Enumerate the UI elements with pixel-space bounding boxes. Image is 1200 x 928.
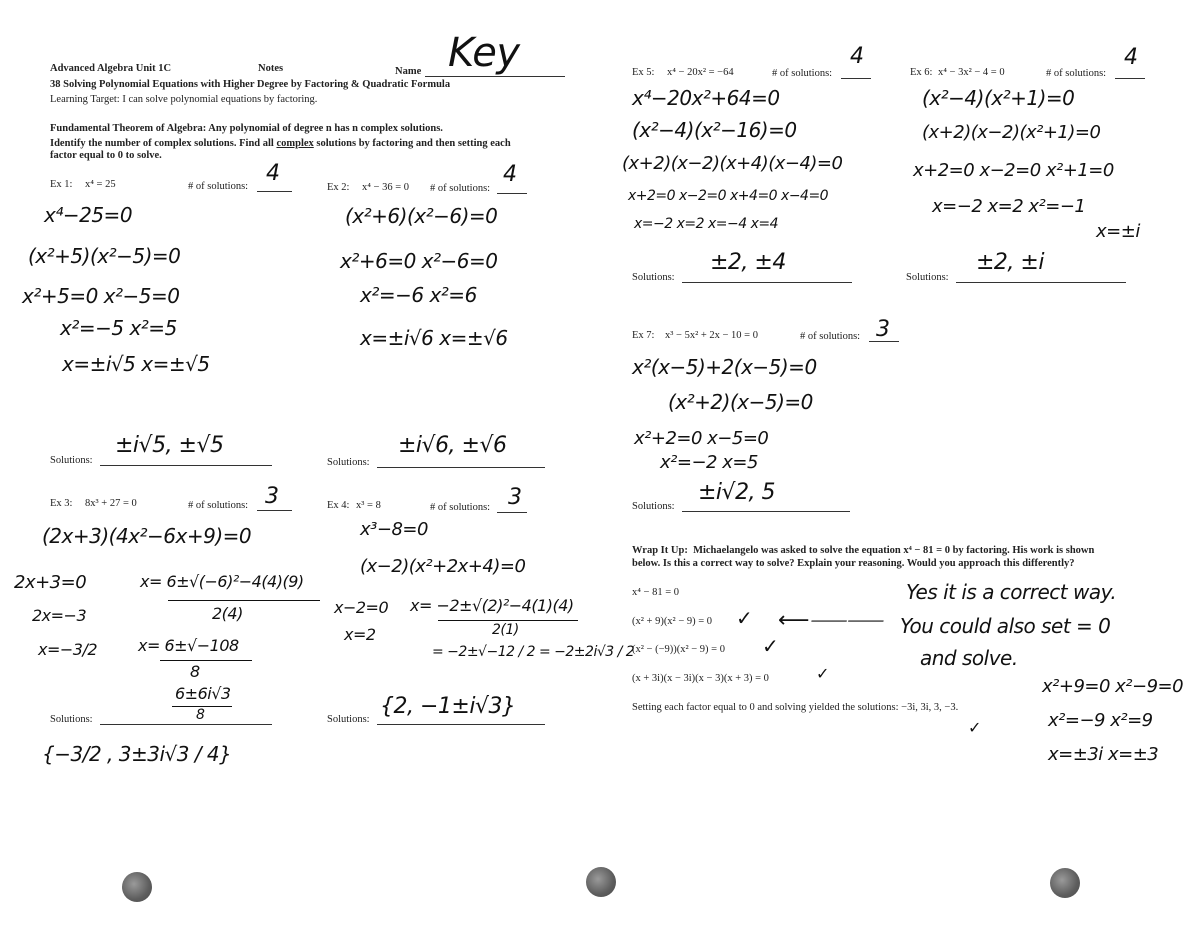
ex2-answer: ±i√6, ±√6 bbox=[398, 433, 507, 458]
ex6-count-label: # of solutions: bbox=[1046, 68, 1107, 79]
learning-target: Learning Target: I can solve polynomial equations by factoring. bbox=[50, 94, 318, 105]
punch-hole-left bbox=[122, 872, 152, 902]
wrap-answer-3: and solve. bbox=[920, 646, 1018, 670]
ex4-fraction-bar bbox=[438, 620, 578, 621]
wrap-arrow: ⟵⸺⸺ bbox=[778, 608, 883, 633]
wrap-answer-1: Yes it is a correct way. bbox=[906, 580, 1117, 604]
ex6-solutions-line bbox=[956, 282, 1126, 283]
ex7-work-1: x²(x−5)+2(x−5)=0 bbox=[632, 355, 817, 379]
ex4-count-label: # of solutions: bbox=[430, 502, 491, 513]
ex2-equation: x⁴ − 36 = 0 bbox=[362, 182, 410, 193]
ex6-count-line bbox=[1115, 78, 1145, 79]
ex1-equation: x⁴ = 25 bbox=[85, 179, 116, 190]
wrap-conclusion-check: ✓ bbox=[968, 718, 981, 737]
wrap-prompt-line-2: below. Is this a correct way to solve? Explain your reasoning. Would you approach this differently? bbox=[632, 558, 1075, 569]
theorem-text: Fundamental Theorem of Algebra: Any polynomial of degree n has n complex solutions. bbox=[50, 123, 443, 134]
ex7-count-label: # of solutions: bbox=[800, 331, 861, 342]
ex2-work-1: (x²+6)(x²−6)=0 bbox=[345, 204, 498, 228]
ex5-count-label: # of solutions: bbox=[772, 68, 833, 79]
ex5-count-line bbox=[841, 78, 871, 79]
notes-label: Notes bbox=[258, 63, 284, 74]
ex4-work-4: x=2 bbox=[344, 625, 376, 644]
ex1-work-1: x⁴−25=0 bbox=[44, 203, 133, 227]
ex7-work-2: (x²+2)(x−5)=0 bbox=[668, 390, 813, 414]
ex4-work-2: (x−2)(x²+2x+4)=0 bbox=[360, 556, 526, 577]
ex1-count-label: # of solutions: bbox=[188, 181, 249, 192]
ex4-equation: x³ = 8 bbox=[356, 500, 381, 511]
ex5-work-1: x⁴−20x²+64=0 bbox=[632, 86, 780, 110]
ex6-work-1: (x²−4)(x²+1)=0 bbox=[922, 86, 1075, 110]
ex3-work-3: 2x=−3 bbox=[32, 606, 87, 625]
ex6-work-3: x+2=0 x−2=0 x²+1=0 bbox=[913, 160, 1114, 181]
name-line bbox=[425, 76, 565, 77]
wrap-answer-2: You could also set = 0 bbox=[900, 614, 1111, 638]
instructions-line-1: Identify the number of complex solutions. Find all complex solutions by factoring and then setting each bbox=[50, 138, 511, 149]
ex4-answer: {2, −1±i√3} bbox=[380, 694, 516, 719]
ex1-answer: ±i√5, ±√5 bbox=[115, 433, 224, 458]
ex7-solutions-line bbox=[682, 511, 850, 512]
ex2-solutions-label: Solutions: bbox=[327, 457, 370, 468]
wrap-step-3-check: ✓ bbox=[762, 634, 779, 658]
ex4-work-6: 2(1) bbox=[492, 622, 519, 638]
ex5-work-4: x+2=0 x−2=0 x+4=0 x−4=0 bbox=[628, 188, 829, 204]
ex1-count-line bbox=[257, 191, 292, 192]
wrap-alt-2: x²=−9 x²=9 bbox=[1048, 710, 1153, 731]
ex6-label: Ex 6: bbox=[910, 67, 933, 78]
ex5-work-3: (x+2)(x−2)(x+4)(x−4)=0 bbox=[622, 153, 843, 174]
ex6-count: 4 bbox=[1124, 45, 1138, 70]
ex6-work-2: (x+2)(x−2)(x²+1)=0 bbox=[922, 122, 1101, 143]
ex7-equation: x³ − 5x² + 2x − 10 = 0 bbox=[665, 330, 758, 341]
wrap-alt-1: x²+9=0 x²−9=0 bbox=[1042, 676, 1184, 697]
course-title: Advanced Algebra Unit 1C bbox=[50, 63, 172, 74]
ex5-answer: ±2, ±4 bbox=[710, 250, 786, 275]
ex3-count-line bbox=[257, 510, 292, 511]
ex4-work-7: = −2±√−12 / 2 = −2±2i√3 / 2 bbox=[432, 644, 635, 660]
ex5-solutions-label: Solutions: bbox=[632, 272, 675, 283]
wrap-step-3: (x² − (−9))(x² − 9) = 0 bbox=[632, 644, 725, 655]
ex6-answer: ±2, ±i bbox=[976, 250, 1044, 275]
wrap-step-2-check: ✓ bbox=[736, 606, 753, 630]
instructions-line-2: factor equal to 0 to solve. bbox=[50, 150, 162, 161]
ex7-work-3: x²+2=0 x−5=0 bbox=[634, 428, 769, 449]
ex3-fraction-bar-2 bbox=[160, 660, 252, 661]
ex1-work-2: (x²+5)(x²−5)=0 bbox=[28, 244, 181, 268]
ex3-answer: {−3/2 , 3±3i√3 / 4} bbox=[42, 742, 232, 766]
ex2-count-line bbox=[497, 193, 527, 194]
ex3-work-1: (2x+3)(4x²−6x+9)=0 bbox=[42, 524, 252, 548]
ex3-solutions-label: Solutions: bbox=[50, 714, 93, 725]
ex2-count-label: # of solutions: bbox=[430, 183, 491, 194]
ex2-solutions-line bbox=[377, 467, 545, 468]
ex4-count: 3 bbox=[508, 485, 522, 510]
ex4-solutions-label: Solutions: bbox=[327, 714, 370, 725]
ex3-work-7: x= 6±√−108 bbox=[138, 636, 239, 655]
ex3-work-4: x=−3/2 bbox=[38, 640, 98, 659]
ex6-equation: x⁴ − 3x² − 4 = 0 bbox=[938, 67, 1005, 78]
wrap-alt-3: x=±3i x=±3 bbox=[1048, 744, 1159, 765]
ex4-work-5: x= −2±√(2)²−4(1)(4) bbox=[410, 596, 574, 615]
ex4-work-1: x³−8=0 bbox=[360, 519, 428, 540]
ex6-work-4: x=−2 x=2 x²=−1 bbox=[932, 196, 1086, 217]
ex2-work-3: x²=−6 x²=6 bbox=[360, 283, 477, 307]
ex1-solutions-line bbox=[100, 465, 272, 466]
ex2-count: 4 bbox=[503, 162, 517, 187]
wrap-prompt-line-1: Wrap It Up: Michaelangelo was asked to solve the equation x⁴ − 81 = 0 by factoring. His work is shown bbox=[632, 545, 1095, 556]
ex3-label: Ex 3: bbox=[50, 498, 73, 509]
ex5-work-5: x=−2 x=2 x=−4 x=4 bbox=[634, 216, 779, 232]
ex5-label: Ex 5: bbox=[632, 67, 655, 78]
ex4-solutions-line bbox=[377, 724, 545, 725]
ex1-work-4: x²=−5 x²=5 bbox=[60, 316, 177, 340]
ex1-work-3: x²+5=0 x²−5=0 bbox=[22, 284, 180, 308]
ex7-count: 3 bbox=[876, 317, 890, 342]
ex2-work-4: x=±i√6 x=±√6 bbox=[360, 326, 508, 350]
ex5-work-2: (x²−4)(x²−16)=0 bbox=[632, 118, 797, 142]
ex3-count-label: # of solutions: bbox=[188, 500, 249, 511]
wrap-step-1: x⁴ − 81 = 0 bbox=[632, 587, 680, 598]
ex5-solutions-line bbox=[682, 282, 852, 283]
ex3-solutions-line bbox=[100, 724, 272, 725]
ex4-label: Ex 4: bbox=[327, 500, 350, 511]
wrap-step-2: (x² + 9)(x² − 9) = 0 bbox=[632, 616, 713, 627]
ex7-solutions-label: Solutions: bbox=[632, 501, 675, 512]
wrap-conclusion: Setting each factor equal to 0 and solving yielded the solutions: −3i, 3i, 3, −3. bbox=[632, 702, 959, 713]
name-label: Name bbox=[395, 66, 422, 77]
ex3-work-2: 2x+3=0 bbox=[14, 572, 87, 593]
ex2-label: Ex 2: bbox=[327, 182, 350, 193]
ex5-count: 4 bbox=[850, 44, 864, 69]
ex6-work-5: x=±i bbox=[1096, 221, 1140, 242]
punch-hole-right bbox=[1050, 868, 1080, 898]
ex6-solutions-label: Solutions: bbox=[906, 272, 949, 283]
ex3-work-10: 8 bbox=[196, 707, 205, 723]
ex1-solutions-label: Solutions: bbox=[50, 455, 93, 466]
ex3-work-6: 2(4) bbox=[212, 604, 243, 623]
ex3-work-9: 6±6i√3 bbox=[175, 684, 231, 703]
ex1-label: Ex 1: bbox=[50, 179, 73, 190]
ex3-work-8: 8 bbox=[190, 662, 200, 681]
ex2-work-2: x²+6=0 x²−6=0 bbox=[340, 249, 498, 273]
ex7-answer: ±i√2, 5 bbox=[698, 480, 776, 505]
ex3-fraction-bar-1 bbox=[168, 600, 320, 601]
ex7-label: Ex 7: bbox=[632, 330, 655, 341]
ex4-count-line bbox=[497, 512, 527, 513]
ex5-equation: x⁴ − 20x² = −64 bbox=[667, 67, 734, 78]
lesson-title: 38 Solving Polynomial Equations with Higher Degree by Factoring & Quadratic Formula bbox=[50, 79, 451, 90]
ex3-equation: 8x³ + 27 = 0 bbox=[85, 498, 137, 509]
name-value: Key bbox=[448, 30, 520, 76]
ex3-work-5: x= 6±√(−6)²−4(4)(9) bbox=[140, 572, 304, 591]
ex3-count: 3 bbox=[265, 484, 279, 509]
ex7-work-4: x²=−2 x=5 bbox=[660, 452, 758, 473]
wrap-step-4: (x + 3i)(x − 3i)(x − 3)(x + 3) = 0 bbox=[632, 673, 769, 684]
ex1-work-5: x=±i√5 x=±√5 bbox=[62, 352, 210, 376]
wrap-step-4-check: ✓ bbox=[816, 664, 829, 683]
punch-hole-center bbox=[586, 867, 616, 897]
ex4-work-3: x−2=0 bbox=[334, 598, 389, 617]
ex1-count: 4 bbox=[266, 161, 280, 186]
